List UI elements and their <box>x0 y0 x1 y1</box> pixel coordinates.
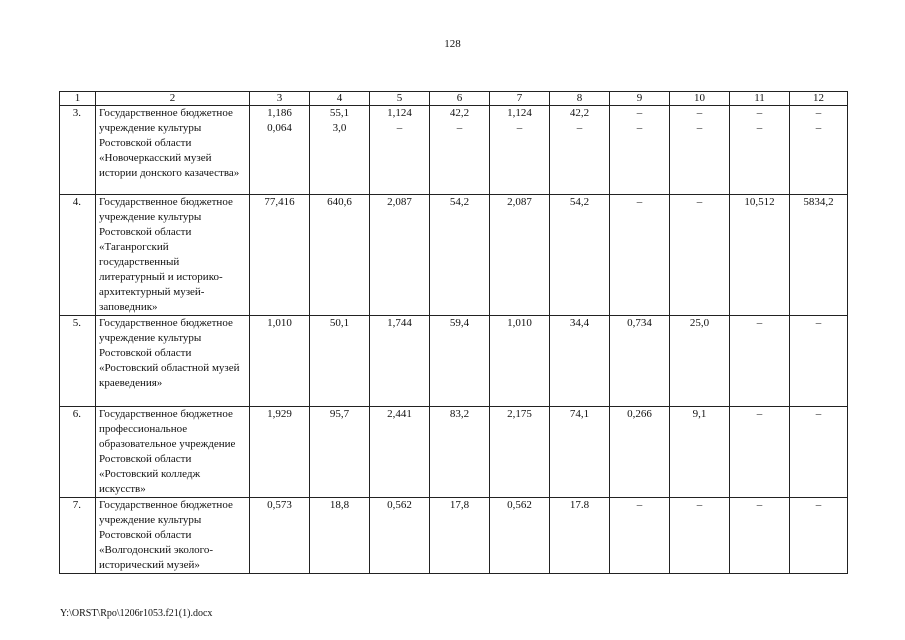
row-number: 4. <box>60 195 96 316</box>
column-header: 9 <box>610 92 670 106</box>
table-cell: 1,124 <box>370 106 430 122</box>
column-header: 7 <box>490 92 550 106</box>
table-cell: – <box>670 195 730 316</box>
table-cell: – <box>370 121 430 195</box>
table-cell: 1,010 <box>250 316 310 407</box>
table-cell: – <box>610 106 670 122</box>
table-header-row <box>60 92 848 106</box>
table-cell: – <box>610 121 670 195</box>
table-cell: – <box>790 316 848 407</box>
table-row <box>60 316 848 407</box>
table-cell: 25,0 <box>670 316 730 407</box>
table-cell: 2,087 <box>370 195 430 316</box>
table-cell: 1,010 <box>490 316 550 407</box>
column-header: 8 <box>550 92 610 106</box>
table-row <box>60 106 848 122</box>
table-cell: 0,573 <box>250 498 310 574</box>
table-cell: – <box>550 121 610 195</box>
table-cell: 3,0 <box>310 121 370 195</box>
table-cell: – <box>670 498 730 574</box>
row-number: 3. <box>60 106 96 195</box>
table-cell: 59,4 <box>430 316 490 407</box>
table-cell: – <box>790 106 848 122</box>
file-path-footer: Y:\ORST\Rpo\1206r1053.f21(1).docx <box>60 608 213 619</box>
organization-name: Государственное бюджетное учреждение культуры Ростовской области «Таганрогский государственный литературный и историко-архитектурный музей-заповедник» <box>96 195 250 316</box>
table-cell: 18,8 <box>310 498 370 574</box>
table-cell: 17.8 <box>550 498 610 574</box>
table-cell: 77,416 <box>250 195 310 316</box>
row-number: 5. <box>60 316 96 407</box>
table-cell: 1,929 <box>250 407 310 498</box>
table-cell: 95,7 <box>310 407 370 498</box>
table-cell: 0,562 <box>490 498 550 574</box>
table-cell: 17,8 <box>430 498 490 574</box>
column-header: 5 <box>370 92 430 106</box>
column-header: 11 <box>730 92 790 106</box>
table-cell: 0,562 <box>370 498 430 574</box>
table-cell: 1,744 <box>370 316 430 407</box>
table-cell: – <box>430 121 490 195</box>
column-header: 4 <box>310 92 370 106</box>
table-cell: 54,2 <box>550 195 610 316</box>
table-cell: – <box>730 407 790 498</box>
table-cell: 1,186 <box>250 106 310 122</box>
table-cell: 2,087 <box>490 195 550 316</box>
table-cell: 9,1 <box>670 407 730 498</box>
table-cell: 1,124 <box>490 106 550 122</box>
table-cell: 0,064 <box>250 121 310 195</box>
table-cell: 2,175 <box>490 407 550 498</box>
row-number: 7. <box>60 498 96 574</box>
table-cell: 54,2 <box>430 195 490 316</box>
column-header: 1 <box>60 92 96 106</box>
table-cell: – <box>790 407 848 498</box>
column-header: 3 <box>250 92 310 106</box>
table-cell: – <box>730 106 790 122</box>
column-header: 12 <box>790 92 848 106</box>
table-cell: – <box>730 121 790 195</box>
organization-name: Государственное бюджетное учреждение культуры Ростовской области «Волгодонский эколого-исторический музей» <box>96 498 250 574</box>
table-row <box>60 498 848 574</box>
table-cell: – <box>610 498 670 574</box>
table-cell: – <box>670 121 730 195</box>
table-cell: 640,6 <box>310 195 370 316</box>
column-header: 6 <box>430 92 490 106</box>
table-cell: 83,2 <box>430 407 490 498</box>
table-cell: 0,266 <box>610 407 670 498</box>
table-row <box>60 407 848 498</box>
table-cell: 74,1 <box>550 407 610 498</box>
table-cell: 5834,2 <box>790 195 848 316</box>
table-cell: 42,2 <box>430 106 490 122</box>
table-cell: 50,1 <box>310 316 370 407</box>
table-cell: – <box>790 498 848 574</box>
data-table <box>59 91 848 574</box>
table-cell: 2,441 <box>370 407 430 498</box>
column-header: 2 <box>96 92 250 106</box>
table-cell: – <box>610 195 670 316</box>
organization-name: Государственное бюджетное профессиональное образовательное учреждение Ростовской области «Ростовский колледж искусств» <box>96 407 250 498</box>
table-cell: – <box>790 121 848 195</box>
table-cell: 0,734 <box>610 316 670 407</box>
page-number: 128 <box>444 38 461 50</box>
table-cell: – <box>730 498 790 574</box>
column-header: 10 <box>670 92 730 106</box>
table-cell: 10,512 <box>730 195 790 316</box>
row-number: 6. <box>60 407 96 498</box>
table-cell: 34,4 <box>550 316 610 407</box>
table-cell: – <box>670 106 730 122</box>
table-cell: – <box>490 121 550 195</box>
organization-name: Государственное бюджетное учреждение культуры Ростовской области «Ростовский областной музей краеведения» <box>96 316 250 407</box>
table-cell: – <box>730 316 790 407</box>
organization-name: Государственное бюджетное учреждение культуры Ростовской области «Новочеркасский музей истории донского казачества» <box>96 106 250 195</box>
table-row <box>60 195 848 316</box>
table-cell: 42,2 <box>550 106 610 122</box>
table-cell: 55,1 <box>310 106 370 122</box>
